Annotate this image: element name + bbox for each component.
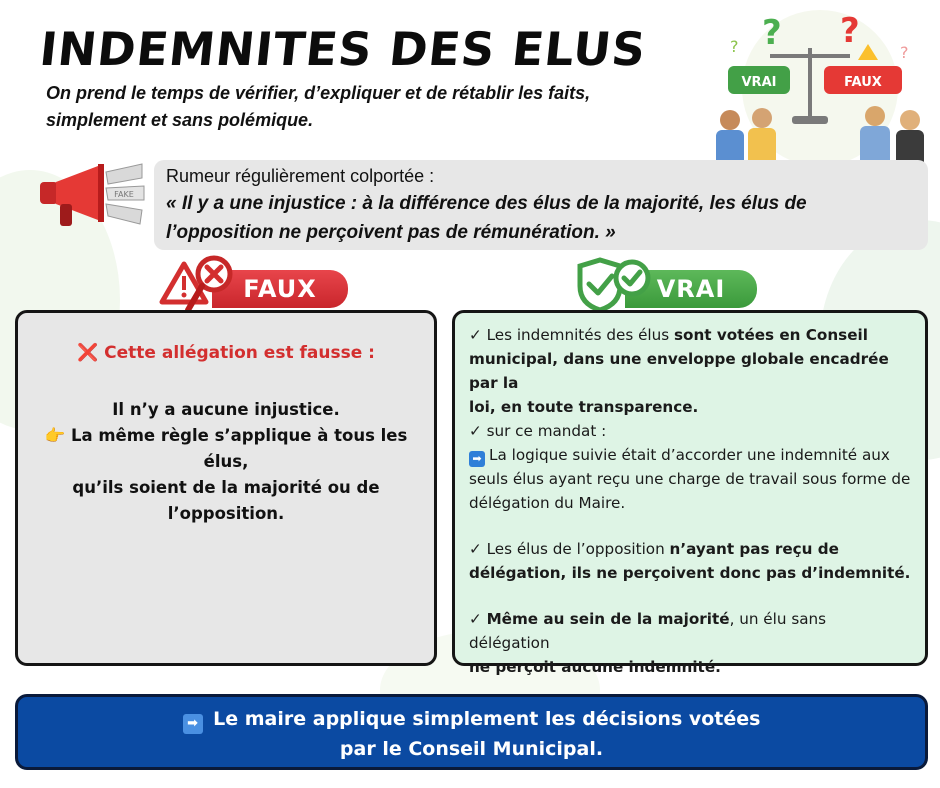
check-icon: ✓ [469, 326, 482, 344]
vrai-text-bold: délégation, ils ne perçoivent donc pas d’indemnité. [469, 564, 911, 582]
vrai-text-bold: ne perçoit aucune indemnité. [469, 658, 721, 676]
subtitle-line: On prend le temps de vérifier, d’expliquer et de rétablir les faits, [46, 83, 591, 103]
check-icon: ✓ [469, 610, 482, 628]
vrai-text: seuls élus ayant reçu une charge de travail sous forme de [469, 470, 911, 488]
faux-line: élus, [203, 452, 249, 471]
conclusion-line [18, 704, 925, 734]
vrai-paragraph [469, 537, 911, 585]
vrai-paragraph [469, 443, 911, 515]
faux-heading [18, 343, 434, 363]
arrow-right-icon: ➡ [183, 714, 203, 734]
rumor-quote [166, 189, 916, 247]
vrai-paragraph [469, 607, 911, 679]
warning-magnifier-icon [158, 254, 238, 316]
rumor-quote-line: « Il y a une injustice : à la différence des élus de la majorité, les élus de [166, 193, 807, 214]
cross-icon: ❌ [77, 343, 99, 363]
faux-body [38, 397, 414, 527]
check-icon: ✓ [469, 540, 482, 558]
faux-line-text: La même règle s’applique à tous les [70, 426, 408, 445]
rumor-box [154, 160, 928, 250]
rumor-label: Rumeur régulièrement colportée : [166, 166, 435, 186]
faux-panel [15, 310, 437, 666]
vrai-text: délégation du Maire. [469, 494, 626, 512]
vrai-text: , un élu sans délégation [469, 610, 827, 652]
vrai-text-bold: loi, en toute transparence. [469, 398, 699, 416]
illus-faux-label: FAUX [844, 75, 882, 90]
megaphone-icon [38, 160, 146, 230]
vrai-text-bold: sont votées en Conseil [674, 326, 868, 344]
megaphone-fake-label: FAKE [114, 190, 134, 199]
faux-line [38, 423, 414, 449]
vrai-text-bold: n’ayant pas reçu de [669, 540, 839, 558]
rumor-quote-line: l’opposition ne perçoivent pas de rémunération. » [166, 222, 616, 243]
faux-heading-text: Cette allégation est fausse : [104, 343, 375, 363]
page-title: INDEMNITES DES ELUS [37, 22, 649, 76]
faux-badge: FAUX [212, 270, 348, 308]
arrow-right-icon: ➡ [469, 451, 485, 467]
svg-text:?: ? [900, 43, 909, 62]
svg-text:?: ? [762, 13, 782, 53]
conclusion-banner [15, 694, 928, 770]
illus-vrai-label: VRAI [741, 75, 777, 90]
spacer [469, 585, 911, 607]
vrai-badge: VRAI [625, 270, 757, 308]
vrai-paragraph [469, 419, 911, 443]
shield-check-icon [574, 256, 654, 314]
pointing-hand-icon: 👉 [44, 426, 66, 445]
vrai-text: Les élus de l’opposition [486, 540, 670, 558]
vrai-text: Les indemnités des élus [486, 326, 675, 344]
balance-scale-people-icon [700, 8, 935, 168]
vrai-text: sur ce mandat : [486, 422, 607, 440]
check-icon: ✓ [469, 422, 482, 440]
vrai-paragraph [469, 323, 911, 419]
vrai-text-bold: Même au sein de la majorité [486, 610, 730, 628]
vrai-text: La logique suivie était d’accorder une indemnité aux [489, 446, 890, 464]
faux-line: qu’ils soient de la majorité ou de [72, 478, 380, 497]
svg-text:?: ? [730, 37, 739, 56]
vrai-panel [452, 310, 928, 676]
faux-line: Il n’y a aucune injustice. [112, 400, 340, 419]
svg-text:?: ? [840, 11, 860, 51]
page-subtitle [46, 80, 666, 134]
faux-line: l’opposition. [167, 504, 285, 523]
spacer [469, 515, 911, 537]
subtitle-line: simplement et sans polémique. [46, 110, 314, 130]
conclusion-line: par le Conseil Municipal. [339, 738, 604, 760]
conclusion-text: Le maire applique simplement les décisions votées [213, 708, 761, 730]
vrai-text-bold: municipal, dans une enveloppe globale encadrée par la [469, 350, 889, 392]
